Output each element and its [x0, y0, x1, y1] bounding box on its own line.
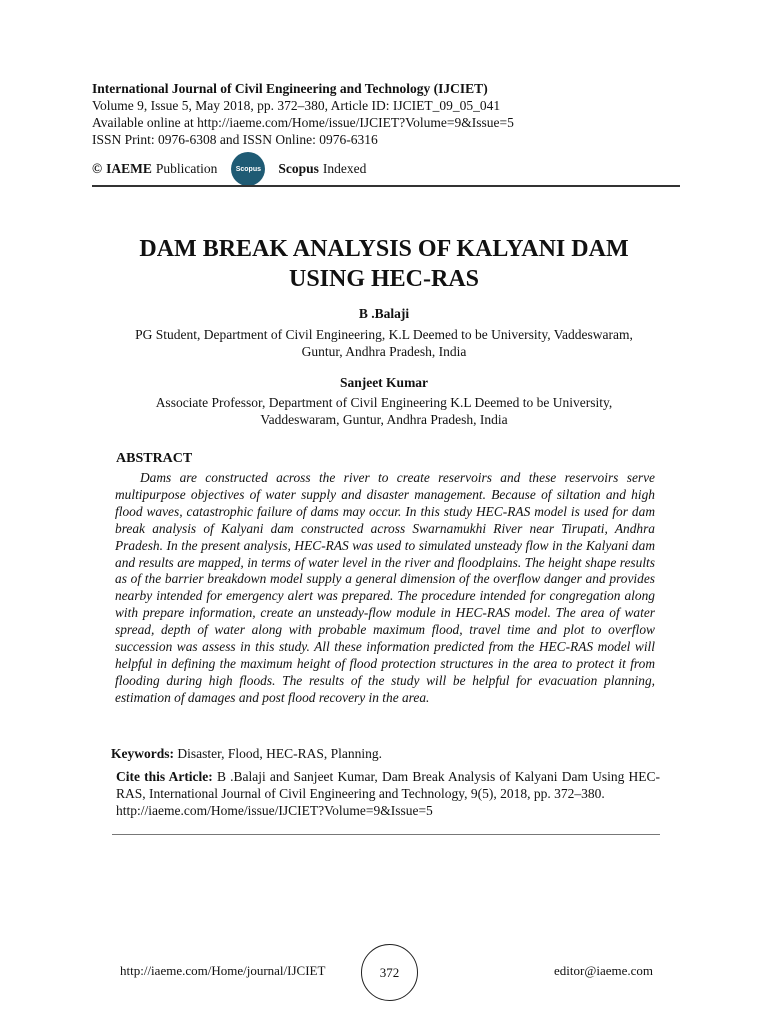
abstract-text: Dams are constructed across the river to create reservoirs and these reservoirs serve multipurpose objectives of water supply and disaster management. Because of siltation and high flood waves, catastrophic failure of dams may occur. In this study HEC-RAS model is used for dam break analysis of Kalyani dam constructed across Swarnamukhi River near Tirupati, Andhra Pradesh. In the present analysis, HEC-RAS was used to simulated unsteady flow in the Kalyani dam and results are mapped, in terms of water level in the river and floodplains. The height shape results as of the barrier breakdown model supply a general dimension of the overflow danger and provides nearby intended for emergency alert was prepared. The procedure intended for congregation along with prepare information, create an unsteady-flow module in HEC-RAS model. The area of water spread, depth of water along with probable maximum flood, travel time and plot to overflow succession was assess in this study. All these information predicted from the HEC-RAS model will helpful in defining the maximum height of flood protection structures in the area to protect it from flooding during high floods. The results of the study will be helpful for evacuation planning, estimation of damages and post flood recovery in the area. [115, 470, 655, 705]
cite-this-article [116, 768, 660, 819]
indexed-word: Indexed [322, 161, 367, 176]
journal-header [92, 80, 682, 186]
scopus-word: Scopus [278, 161, 319, 176]
volume-line: Volume 9, Issue 5, May 2018, pp. 372–380, Article ID: IJCIET_09_05_041 [92, 98, 501, 113]
title-line-1: DAM BREAK ANALYSIS OF KALYANI DAM [139, 236, 629, 262]
available-online-line: Available online at http://iaeme.com/Home/issue/IJCIET?Volume=9&Issue=5 [92, 115, 514, 130]
publisher-name: IAEME [106, 161, 152, 176]
paper-title [84, 234, 684, 294]
keywords [111, 746, 382, 762]
cite-divider [112, 834, 660, 835]
copyright-symbol: © [92, 161, 103, 176]
affiliation-line: Guntur, Andhra Pradesh, India [301, 344, 467, 359]
publication-row [92, 152, 682, 186]
affiliation-line: Associate Professor, Department of Civil Engineering K.L Deemed to be University, [155, 395, 613, 410]
publication-word: Publication [155, 161, 218, 176]
page-number-circle [361, 944, 418, 1001]
scopus-logo-icon [231, 152, 265, 186]
author-affiliation [84, 326, 684, 360]
author-name: B .Balaji [358, 306, 410, 321]
header-divider [92, 185, 680, 187]
journal-title: International Journal of Civil Engineering and Technology (IJCIET) [92, 81, 488, 96]
footer-journal-url[interactable]: http://iaeme.com/Home/journal/IJCIET [120, 963, 326, 978]
affiliation-line: Vaddeswaram, Guntur, Andhra Pradesh, India [260, 412, 508, 427]
cite-label: Cite this Article: [116, 769, 213, 784]
author-affiliation [84, 394, 684, 428]
cite-text: B .Balaji and Sanjeet Kumar, Dam Break Analysis of Kalyani Dam Using HEC-RAS, International Journal of Civil Engineering and Technology, 9(5), 2018, pp. 372–380. [116, 769, 661, 801]
keywords-value: Disaster, Flood, HEC-RAS, Planning. [177, 746, 382, 761]
abstract-heading: ABSTRACT [116, 451, 193, 466]
affiliation-line: PG Student, Department of Civil Engineering, K.L Deemed to be University, Vaddeswaram, [135, 327, 633, 342]
title-line-2: USING HEC-RAS [288, 266, 480, 292]
footer-email[interactable]: editor@iaeme.com [554, 963, 653, 978]
issn-line: ISSN Print: 0976-6308 and ISSN Online: 0976-6316 [92, 132, 378, 147]
author-name: Sanjeet Kumar [339, 375, 429, 390]
cite-url[interactable]: http://iaeme.com/Home/issue/IJCIET?Volume=9&Issue=5 [116, 803, 433, 818]
scopus-logo-text: Scopus [235, 165, 261, 173]
page-number: 372 [379, 964, 400, 980]
keywords-label: Keywords: [111, 746, 174, 761]
